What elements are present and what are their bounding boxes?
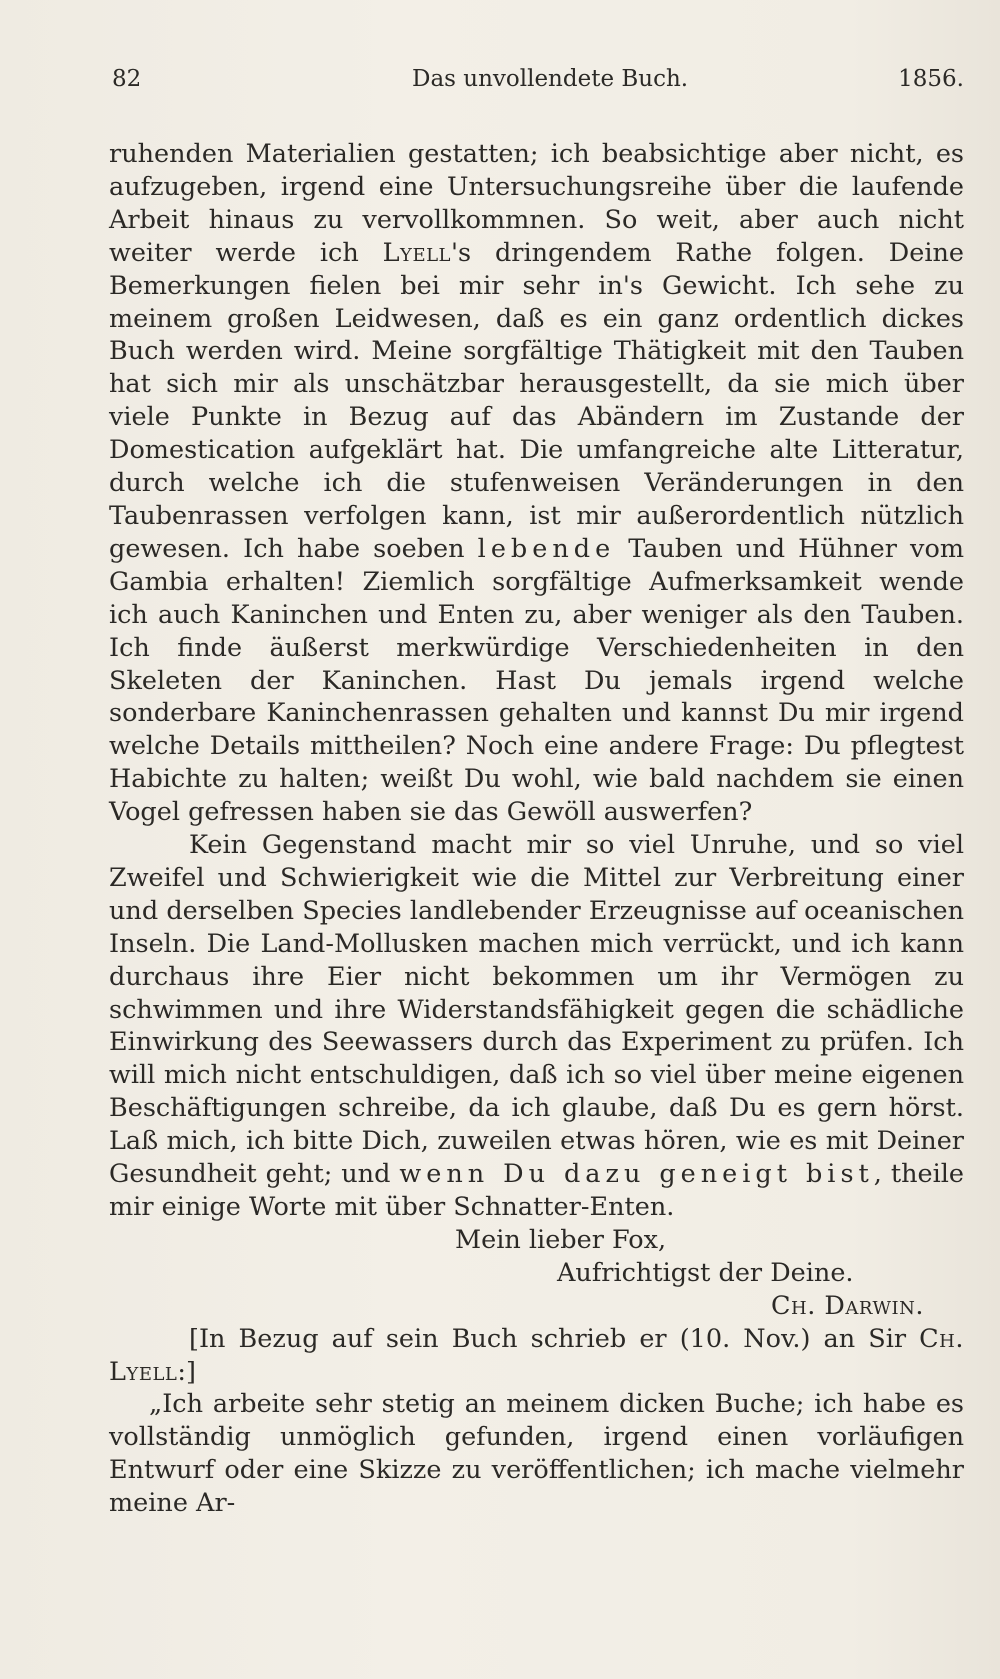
spaced-word-lebende: lebende (477, 533, 616, 564)
letter-closing (109, 1224, 964, 1323)
page-number: 82 (112, 66, 142, 92)
paragraph-2: Kein Gegenstand macht mir so viel Unruhe, und so viel Zweifel und Schwierigkeit wie die Mittel zur Verbreitung einer und derselben Species landlebender Erzeugnisse auf oceanischen Inseln. Die Land-Mollusken machen mich verrückt, und ich kann durchaus ihre Eier nicht bekommen um ihr Vermögen zu schwimmen und ihre Widerstandsfähigkeit gegen die schädliche Einwirkung des Seewassers durch das Experiment zu prüfen. Ich will mich nicht entschuldigen, daß ich so viel über meine eigenen Beschäftigungen schreibe, da ich glaube, daß Du es gern hörst. Laß mich, ich bitte Dich, zuweilen etwas hören, wie es mit Deiner Gesundheit geht; und wenn Du dazu geneigt bist, theile mir einige Worte mit über Schnatter-Enten. (109, 830, 965, 1222)
paragraph-1: ruhenden Materialien gestatten; ich beabsichtige aber nicht, es aufzugeben, irgend eine Untersuchungsreihe über die laufende Arbeit hinaus zu vervollkommnen. So weit, aber auch nicht weiter werde ich Lyell's dringendem Rathe folgen. Deine Bemerkungen fielen bei mir sehr in's Gewicht. Ich sehe zu meinem großen Leidwesen, daß es ein ganz ordentlich dickes Buch werden wird. Meine sorgfältige Thätigkeit mit den Tauben hat sich mir als unschätzbar herausgestellt, da sie mich über viele Punkte in Bezug auf das Abändern im Zustande der Domestication aufgeklärt hat. Die umfangreiche alte Litteratur, durch welche ich die stufenweisen Veränderungen in den Taubenrassen verfolgen kann, ist mir außerordentlich nützlich gewesen. Ich habe soeben lebende Tauben und Hühner vom Gambia erhalten! Ziemlich sorgfältige Aufmerksamkeit wende ich auch Kaninchen und Enten zu, aber weniger als den Tauben. Ich finde äußerst merkwürdige Verschiedenheiten in den Skeleten der Kaninchen. Hast Du jemals irgend welche sonderbare Kaninchenrassen gehalten und kannst Du mir irgend welche Details mittheilen? Noch eine andere Frage: Du pflegtest Habichte zu halten; weißt Du wohl, wie bald nachdem sie einen Vogel gefressen haben sie das Gewöll auswerfen? (109, 139, 964, 828)
page-body (109, 138, 964, 1520)
header-year: 1856. (898, 66, 964, 92)
spaced-phrase: wenn Du dazu geneigt bist (399, 1159, 874, 1190)
quoted-letter: „Ich arbeite sehr stetig an meinem dicken Buche; ich habe es vollständig unmöglich gefunden, irgend einen vorläufigen Entwurf oder eine Skizze zu veröffentlichen; ich mache vielmehr meine Ar- (109, 1389, 964, 1519)
running-header (112, 66, 964, 106)
signature: Ch. Darwin. (771, 1290, 924, 1321)
editorial-note: [In Bezug auf sein Buch schrieb er (10. Nov.) an Sir Ch. Lyell:] (109, 1323, 964, 1387)
running-title: Das unvollendete Buch. (412, 66, 689, 92)
name-lyell: Lyell (382, 237, 451, 268)
name-ch-lyell: Ch. Lyell (109, 1323, 964, 1387)
valediction: Aufrichtigst der Deine. (557, 1257, 854, 1288)
salutation: Mein lieber Fox, (455, 1224, 667, 1255)
